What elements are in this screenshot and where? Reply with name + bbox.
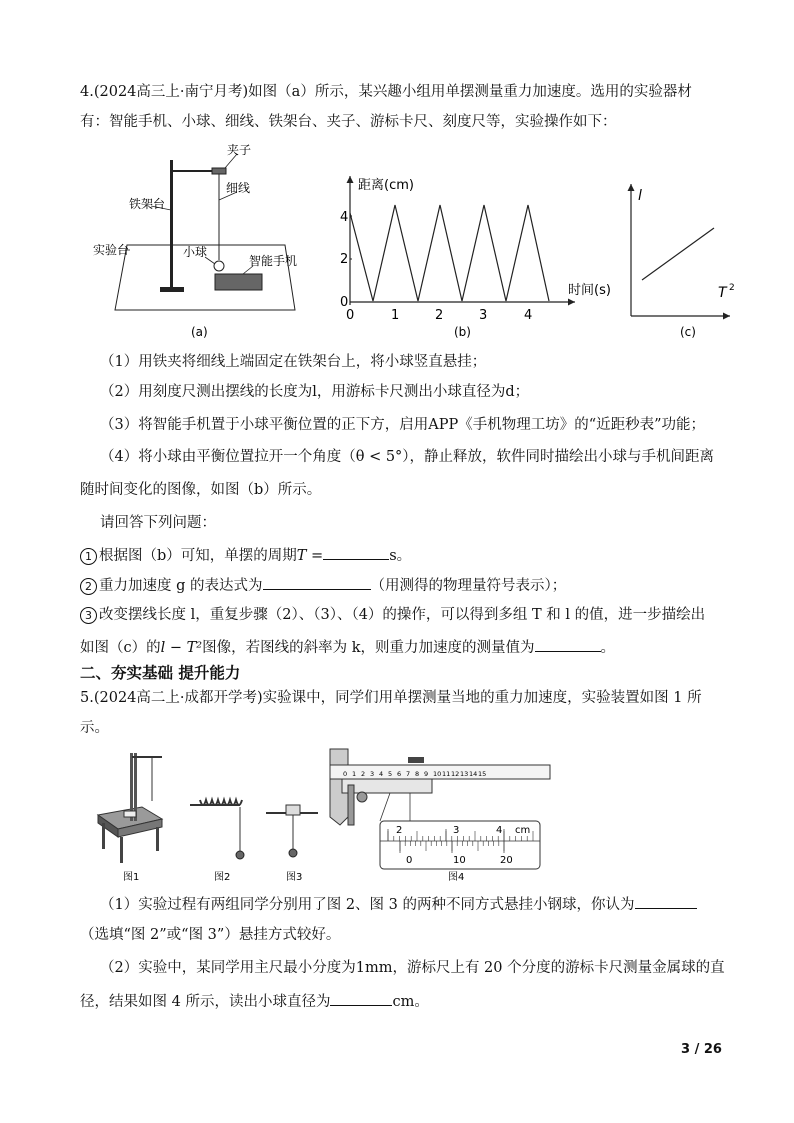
sub2-text: 重力加速度 g 的表达式为	[99, 578, 263, 594]
distance-curve	[350, 205, 549, 301]
zoom-main-unit: cm	[515, 825, 531, 836]
q5-stem-text1: 实验课中，同学们用单摆测量当地的重力加速度，实验装置如图 1 所	[262, 690, 702, 706]
q5-stem-line1	[80, 688, 702, 708]
label-clip: 夹子	[227, 143, 252, 157]
fig2-label: 图2	[214, 872, 231, 883]
caliper-main-scale-ticks	[343, 770, 486, 778]
fig1-apparatus	[98, 753, 162, 863]
svg-text:12: 12	[451, 770, 460, 778]
ball	[214, 261, 224, 271]
q4-step4-cont: 随时间变化的图像，如图（b）所示。	[80, 482, 322, 498]
zoom-vernier-0: 0	[406, 855, 413, 866]
svg-text:1: 1	[352, 770, 357, 778]
zoom-vernier-20: 20	[500, 855, 513, 866]
b-ylabel: 距离(cm)	[358, 178, 414, 193]
q5-part1-line2: （选填“图 2”或“图 3”）悬挂方式较好。	[80, 927, 341, 943]
q4-stem-text1: 如图（a）所示，某兴趣小组用单摆测量重力加速度。选用的实验器材	[248, 84, 692, 100]
b-xtick-4: 4	[524, 308, 533, 323]
b-xtick-1: 1	[391, 308, 400, 323]
sub3-text1: 改变摆线长度 l，重复步骤（2）、（3）、（4）的操作，可以得到多组 T 和 l 的值，进一步描绘出	[99, 607, 706, 623]
sub1-var: T =	[296, 548, 324, 564]
q4-sub3-line2	[80, 636, 615, 658]
figure-a	[85, 140, 310, 345]
stand-rod	[170, 160, 173, 290]
answer-blank-g-expression[interactable]	[263, 574, 371, 590]
q5-part2-line2	[80, 990, 429, 1012]
fig4-label: 图4	[448, 872, 465, 883]
svg-text:5: 5	[388, 770, 393, 778]
q4-step1: （1）用铁夹将细线上端固定在铁架台上，将小球竖直悬挂；	[100, 354, 487, 370]
b-ytick-0: 0	[340, 295, 349, 310]
circled-3: 3	[80, 607, 97, 624]
figure-b	[330, 170, 611, 345]
q5-number: 5.	[80, 690, 94, 706]
label-thread: 细线	[226, 181, 251, 195]
p1-text: （1）实验过程有两组同学分别用了图 2、图 3 的两种不同方式悬挂小钢球，你认为	[100, 897, 635, 913]
fig3-label: 图3	[286, 872, 303, 883]
b-xtick-3: 3	[479, 308, 488, 323]
q4-sub2	[80, 574, 566, 596]
q5-part1-line1	[100, 893, 697, 915]
q4-step2: （2）用刻度尺测出摆线的长度为l，用游标卡尺测出小球直径为d；	[100, 384, 530, 400]
page-number: 3 / 26	[681, 1042, 722, 1057]
svg-text:6: 6	[397, 770, 402, 778]
label-ball: 小球	[183, 245, 208, 259]
answer-blank-diameter[interactable]	[330, 990, 392, 1006]
figure-q5	[90, 745, 560, 885]
q5-source: (2024高二上·成都开学考)	[93, 690, 263, 706]
c-ylabel: l	[638, 188, 642, 204]
sub1-text: 根据图（b）可知，单摆的周期	[99, 548, 297, 564]
q4-sub3-line1	[80, 605, 705, 625]
clip	[212, 168, 226, 174]
zoom-vernier-10: 10	[453, 855, 466, 866]
svg-text:11: 11	[442, 770, 451, 778]
b-xlabel: 时间(s)	[568, 283, 611, 298]
answer-blank-fig-choice[interactable]	[635, 893, 697, 909]
svg-text:3: 3	[370, 770, 375, 778]
svg-text:15: 15	[478, 770, 487, 778]
svg-text:2: 2	[361, 770, 366, 778]
b-xtick-2: 2	[435, 308, 444, 323]
fig1-label: 图1	[123, 872, 140, 883]
sub3-var: l − T²	[160, 640, 203, 656]
zoom-main-3: 3	[453, 825, 460, 836]
q4-step4: （4）将小球由平衡位置拉开一个角度（θ < 5°），静止释放，软件同时描绘出小球与手机间距离	[100, 449, 715, 465]
fig4-caliper	[330, 749, 550, 825]
c-xsup: 2	[729, 283, 735, 293]
p2-unit: cm。	[392, 994, 429, 1010]
sub3-end: 。	[600, 640, 616, 656]
smartphone	[215, 274, 262, 290]
caption-c: (c)	[680, 325, 696, 339]
svg-text:7: 7	[406, 770, 411, 778]
q4-stem-line1	[80, 82, 692, 102]
q5-stem-line2: 示。	[80, 720, 109, 736]
q4-step3: （3）将智能手机置于小球平衡位置的正下方，启用APP《手机物理工坊》的“近距秒表”功能；	[100, 417, 706, 433]
svg-text:8: 8	[415, 770, 420, 778]
circled-2: 2	[80, 578, 97, 595]
svg-text:9: 9	[424, 770, 429, 778]
answer-blank-period[interactable]	[323, 544, 389, 560]
section-heading: 二、夯实基础 提升能力	[80, 664, 241, 682]
c-xlabel: T	[718, 285, 727, 301]
sub3-pre: 如图（c）的	[80, 640, 161, 656]
label-phone: 智能手机	[249, 254, 298, 268]
zoom-main-4: 4	[496, 825, 503, 836]
caption-b: (b)	[454, 325, 471, 339]
zoom-main-2: 2	[396, 825, 403, 836]
label-stand: 铁架台	[129, 197, 166, 211]
q5-part2-line1: （2）实验中，某同学用主尺最小分度为1mm，游标尺上有 20 个分度的游标卡尺测量金属球的直	[100, 960, 725, 976]
svg-text:4: 4	[379, 770, 384, 778]
label-table: 实验台	[93, 243, 130, 257]
b-ytick-2: 2	[340, 252, 349, 267]
q4-number: 4.	[80, 84, 94, 100]
svg-text:13: 13	[460, 770, 469, 778]
q4-source: (2024高三上·南宁月考)	[93, 84, 249, 100]
circled-1: 1	[80, 548, 97, 565]
b-xtick-0: 0	[346, 308, 355, 323]
q4-sub1	[80, 544, 411, 566]
sub1-unit: s。	[389, 548, 412, 564]
svg-text:0: 0	[343, 770, 348, 778]
svg-text:10: 10	[433, 770, 442, 778]
svg-text:14: 14	[469, 770, 478, 778]
b-ytick-4: 4	[340, 210, 349, 225]
figure-c	[620, 180, 740, 345]
q4-ask: 请回答下列问题：	[100, 515, 216, 531]
sub2-note: （用测得的物理量符号表示）；	[370, 578, 567, 594]
fig3-clamp	[266, 805, 318, 857]
c-line	[642, 228, 714, 280]
sub3-mid: 图像，若图线的斜率为 k，则重力加速度的测量值为	[202, 640, 535, 656]
caption-a: (a)	[191, 325, 208, 339]
fig2-wrapped-string	[190, 800, 244, 859]
q4-stem-line2: 有：智能手机、小球、细线、铁架台、夹子、游标卡尺、刻度尺等，实验操作如下：	[80, 114, 617, 130]
answer-blank-g-value[interactable]	[535, 636, 601, 652]
p2-text: 径，结果如图 4 所示，读出小球直径为	[80, 994, 331, 1010]
